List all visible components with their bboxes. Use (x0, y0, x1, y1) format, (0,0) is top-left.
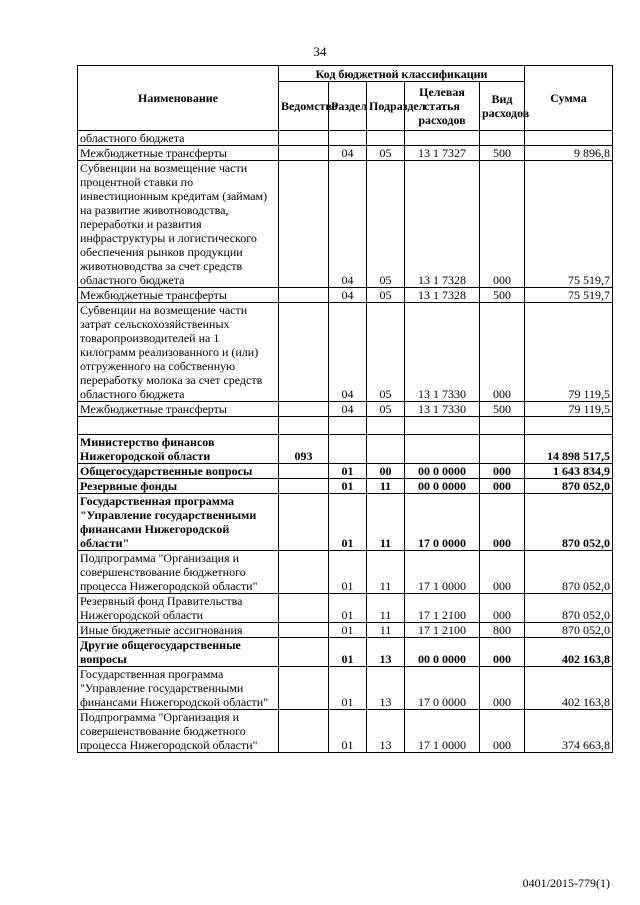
cell-summa: 870 052,0 (525, 551, 613, 594)
cell-vid: 000 (480, 667, 525, 710)
cell-name: Субвенции на возмещение части затрат сельскохозяйственных товаропроизводителей на 1 килограмм реализованного и (или) отгруженного на собственную переработку молока за счет средств областного бюджета (78, 303, 279, 402)
cell-summa: 75 519,7 (525, 288, 613, 303)
cell-razdel: 04 (329, 161, 367, 288)
cell-celevaya (405, 417, 480, 435)
cell-podrazdel (367, 417, 405, 435)
cell-razdel: 04 (329, 303, 367, 402)
cell-razdel: 01 (329, 464, 367, 479)
cell-vedomstvo (279, 402, 329, 417)
table-row (78, 161, 613, 288)
table-header (78, 66, 613, 131)
cell-celevaya: 17 0 0000 (405, 494, 480, 551)
table-row (78, 435, 613, 464)
cell-vedomstvo (279, 161, 329, 288)
cell-summa: 870 052,0 (525, 623, 613, 638)
cell-celevaya (405, 131, 480, 146)
cell-vedomstvo (279, 494, 329, 551)
cell-razdel: 01 (329, 667, 367, 710)
cell-summa: 870 052,0 (525, 494, 613, 551)
cell-razdel: 01 (329, 638, 367, 667)
cell-summa: 870 052,0 (525, 594, 613, 623)
cell-name: Государственная программа "Управление государственными финансами Нижегородской области" (78, 667, 279, 710)
cell-vedomstvo (279, 303, 329, 402)
table-row (78, 710, 613, 753)
cell-celevaya: 13 1 7330 (405, 402, 480, 417)
cell-summa (525, 131, 613, 146)
cell-vid: 500 (480, 402, 525, 417)
cell-razdel: 04 (329, 402, 367, 417)
cell-vid: 500 (480, 146, 525, 161)
cell-name: Иные бюджетные ассигнования (78, 623, 279, 638)
cell-celevaya (405, 435, 480, 464)
cell-vid: 000 (480, 710, 525, 753)
cell-name: Межбюджетные трансферты (78, 402, 279, 417)
header-code-group: Код бюджетной классификации (279, 66, 525, 82)
cell-celevaya: 17 1 0000 (405, 710, 480, 753)
cell-vid (480, 435, 525, 464)
cell-summa (525, 417, 613, 435)
cell-podrazdel (367, 435, 405, 464)
cell-name (78, 417, 279, 435)
table-row (78, 551, 613, 594)
cell-podrazdel: 13 (367, 667, 405, 710)
table-row (78, 131, 613, 146)
cell-vedomstvo (279, 710, 329, 753)
cell-vid: 000 (480, 161, 525, 288)
table-row (78, 146, 613, 161)
table-row (78, 494, 613, 551)
cell-razdel: 01 (329, 479, 367, 494)
cell-podrazdel: 05 (367, 303, 405, 402)
cell-summa: 79 119,5 (525, 303, 613, 402)
cell-name: Общегосударственные вопросы (78, 464, 279, 479)
table-body (78, 131, 613, 753)
cell-summa: 75 519,7 (525, 161, 613, 288)
table-row (78, 303, 613, 402)
budget-table (77, 65, 613, 753)
cell-summa: 402 163,8 (525, 667, 613, 710)
cell-vedomstvo (279, 288, 329, 303)
cell-razdel: 01 (329, 710, 367, 753)
cell-vid (480, 131, 525, 146)
cell-name: Межбюджетные трансферты (78, 146, 279, 161)
table-row (78, 667, 613, 710)
cell-podrazdel: 05 (367, 161, 405, 288)
cell-celevaya: 17 1 2100 (405, 594, 480, 623)
cell-vid: 000 (480, 479, 525, 494)
cell-vedomstvo (279, 146, 329, 161)
cell-podrazdel: 11 (367, 594, 405, 623)
cell-vedomstvo (279, 623, 329, 638)
cell-vid: 000 (480, 638, 525, 667)
cell-vedomstvo (279, 594, 329, 623)
cell-name: Субвенции на возмещение части процентной ставки по инвестиционным кредитам (займам) на развитие животноводства, переработки и развития инфраструктуры и логистического обеспечения рынков продукции животноводства за счет средств областного бюджета (78, 161, 279, 288)
cell-vid: 000 (480, 303, 525, 402)
cell-celevaya: 13 1 7330 (405, 303, 480, 402)
header-razdel: Раздел (329, 82, 367, 131)
cell-celevaya: 13 1 7327 (405, 146, 480, 161)
cell-vedomstvo (279, 479, 329, 494)
cell-vid (480, 417, 525, 435)
cell-celevaya: 00 0 0000 (405, 479, 480, 494)
cell-vedomstvo (279, 417, 329, 435)
cell-summa: 14 898 517,5 (525, 435, 613, 464)
cell-name: Государственная программа "Управление государственными финансами Нижегородской области" (78, 494, 279, 551)
header-name: Наименование (78, 66, 279, 131)
cell-summa: 79 119,5 (525, 402, 613, 417)
cell-podrazdel: 13 (367, 710, 405, 753)
cell-vedomstvo (279, 131, 329, 146)
cell-name: Подпрограмма "Организация и совершенствование бюджетного процесса Нижегородской области" (78, 551, 279, 594)
cell-celevaya: 00 0 0000 (405, 638, 480, 667)
cell-razdel: 01 (329, 551, 367, 594)
cell-vedomstvo (279, 638, 329, 667)
header-vedomstvo: Ведомство (279, 82, 329, 131)
table-row (78, 288, 613, 303)
cell-razdel: 01 (329, 623, 367, 638)
cell-razdel: 04 (329, 288, 367, 303)
cell-razdel (329, 131, 367, 146)
header-celevaya: Целевая статья расходов (405, 82, 480, 131)
cell-name: Резервные фонды (78, 479, 279, 494)
cell-vid: 000 (480, 464, 525, 479)
cell-summa: 402 163,8 (525, 638, 613, 667)
cell-vid: 000 (480, 494, 525, 551)
cell-podrazdel: 00 (367, 464, 405, 479)
cell-name: Резервный фонд Правительства Нижегородской области (78, 594, 279, 623)
document-code: 0401/2015-779(1) (522, 876, 610, 890)
table-row (78, 479, 613, 494)
cell-vid: 800 (480, 623, 525, 638)
cell-podrazdel: 11 (367, 494, 405, 551)
cell-razdel (329, 417, 367, 435)
table-row (78, 638, 613, 667)
cell-celevaya: 17 1 2100 (405, 623, 480, 638)
cell-podrazdel: 05 (367, 146, 405, 161)
table-row (78, 402, 613, 417)
cell-vid: 000 (480, 594, 525, 623)
cell-podrazdel: 11 (367, 479, 405, 494)
cell-name: Подпрограмма "Организация и совершенствование бюджетного процесса Нижегородской области" (78, 710, 279, 753)
cell-podrazdel: 05 (367, 288, 405, 303)
table-row (78, 594, 613, 623)
cell-podrazdel: 11 (367, 551, 405, 594)
cell-vedomstvo (279, 464, 329, 479)
cell-vedomstvo: 093 (279, 435, 329, 464)
header-podrazdel: Подраздел (367, 82, 405, 131)
cell-summa: 9 896,8 (525, 146, 613, 161)
cell-razdel (329, 435, 367, 464)
cell-podrazdel: 11 (367, 623, 405, 638)
cell-podrazdel: 13 (367, 638, 405, 667)
table-row (78, 417, 613, 435)
cell-celevaya: 13 1 7328 (405, 288, 480, 303)
cell-podrazdel (367, 131, 405, 146)
cell-name: областного бюджета (78, 131, 279, 146)
cell-vid: 000 (480, 551, 525, 594)
cell-name: Министерство финансов Нижегородской области (78, 435, 279, 464)
cell-summa: 374 663,8 (525, 710, 613, 753)
cell-summa: 870 052,0 (525, 479, 613, 494)
cell-summa: 1 643 834,9 (525, 464, 613, 479)
cell-celevaya: 00 0 0000 (405, 464, 480, 479)
header-summa: Сумма (525, 66, 613, 131)
cell-razdel: 04 (329, 146, 367, 161)
cell-vedomstvo (279, 551, 329, 594)
header-vid: Вид расходов (480, 82, 525, 131)
cell-podrazdel: 05 (367, 402, 405, 417)
cell-razdel: 01 (329, 594, 367, 623)
table-row (78, 623, 613, 638)
cell-vedomstvo (279, 667, 329, 710)
cell-razdel: 01 (329, 494, 367, 551)
cell-celevaya: 13 1 7328 (405, 161, 480, 288)
cell-celevaya: 17 0 0000 (405, 667, 480, 710)
cell-name: Межбюджетные трансферты (78, 288, 279, 303)
table-row (78, 464, 613, 479)
cell-vid: 500 (480, 288, 525, 303)
page-number: 34 (313, 44, 327, 59)
cell-celevaya: 17 1 0000 (405, 551, 480, 594)
cell-name: Другие общегосударственные вопросы (78, 638, 279, 667)
